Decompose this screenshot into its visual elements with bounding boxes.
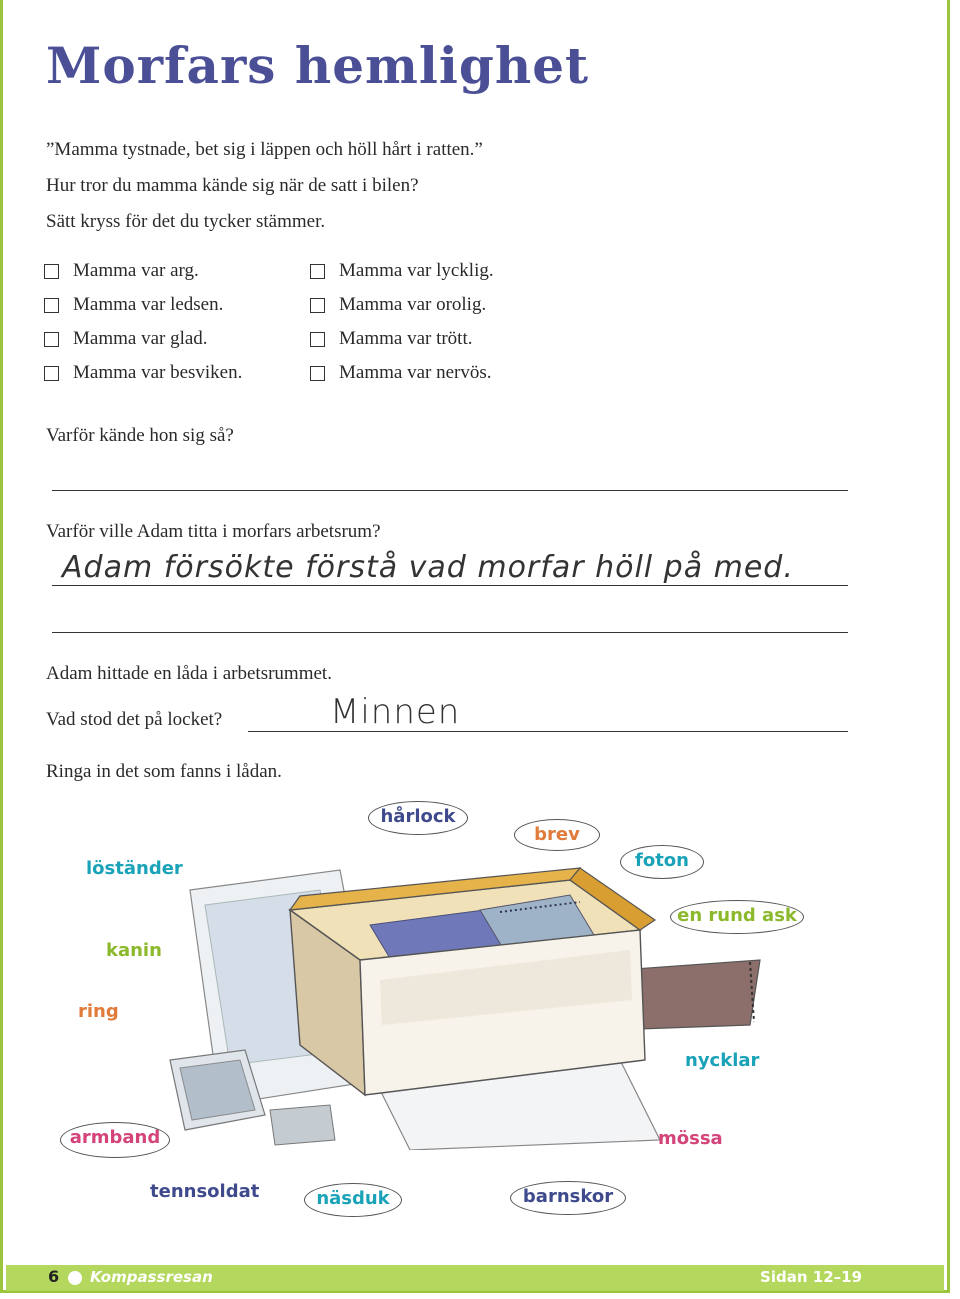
checkbox[interactable] <box>44 264 59 279</box>
word-armband[interactable]: armband <box>60 1122 170 1158</box>
checkbox-label: Mamma var ledsen. <box>73 294 224 315</box>
intro-question: Hur tror du mamma kände sig när de satt i bilen? <box>46 175 419 196</box>
checkbox[interactable] <box>44 298 59 313</box>
handwritten-answer-lid: Minnen <box>330 692 461 732</box>
answer-line[interactable] <box>52 632 848 633</box>
checkbox-item[interactable] <box>44 362 242 384</box>
footer-bar <box>6 1265 944 1291</box>
checkbox[interactable] <box>44 332 59 347</box>
word-nasduk[interactable]: näsduk <box>304 1183 402 1217</box>
checkbox[interactable] <box>310 366 325 381</box>
page-range: Sidan 12–19 <box>760 1268 862 1286</box>
checkbox-label: Mamma var nervös. <box>339 362 492 383</box>
word-loestander[interactable]: löständer <box>86 858 183 879</box>
checkbox[interactable] <box>310 298 325 313</box>
checkbox-label: Mamma var orolig. <box>339 294 487 315</box>
checkbox-label: Mamma var glad. <box>73 328 208 349</box>
checkbox-item[interactable] <box>44 294 223 316</box>
bullet-icon <box>68 1271 82 1285</box>
checkbox-item[interactable] <box>310 294 486 316</box>
question-lid: Vad stod det på locket? <box>46 709 223 730</box>
box-illustration <box>150 850 800 1150</box>
checkbox-label: Mamma var arg. <box>73 260 199 281</box>
checkbox-label: Mamma var besviken. <box>73 362 243 383</box>
word-rund-ask[interactable]: en rund ask <box>670 900 804 934</box>
checkbox[interactable] <box>310 264 325 279</box>
answer-line[interactable] <box>248 731 848 732</box>
word-ring[interactable]: ring <box>78 1001 119 1022</box>
checkbox[interactable] <box>44 366 59 381</box>
brand-name: Kompassresan <box>90 1268 213 1286</box>
box-found-text: Adam hittade en låda i arbetsrummet. <box>46 663 332 684</box>
word-mossa[interactable]: mössa <box>658 1128 723 1149</box>
word-foton[interactable]: foton <box>620 845 704 879</box>
answer-line[interactable] <box>52 585 848 586</box>
page-title: Morfars hemlighet <box>46 36 590 95</box>
checkbox-item[interactable] <box>310 260 494 282</box>
word-nycklar[interactable]: nycklar <box>685 1050 760 1071</box>
word-brev[interactable]: brev <box>514 819 600 851</box>
intro-quote: ”Mamma tystnade, bet sig i läppen och höll hårt i ratten.” <box>46 139 483 160</box>
handwritten-answer-study: Adam försökte förstå vad morfar höll på med. <box>62 550 794 585</box>
checkbox[interactable] <box>310 332 325 347</box>
intro-instruction: Sätt kryss för det du tycker stämmer. <box>46 211 326 232</box>
word-kanin[interactable]: kanin <box>106 940 162 961</box>
answer-line[interactable] <box>52 490 848 491</box>
checkbox-item[interactable] <box>310 362 491 384</box>
checkbox-item[interactable] <box>44 260 199 282</box>
word-tennsoldat[interactable]: tennsoldat <box>150 1181 260 1202</box>
checkbox-item[interactable] <box>310 328 473 350</box>
word-barnskor[interactable]: barnskor <box>510 1181 626 1215</box>
question-study: Varför ville Adam titta i morfars arbetsrum? <box>46 521 381 542</box>
circle-instruction: Ringa in det som fanns i lådan. <box>46 761 282 782</box>
checkbox-label: Mamma var lycklig. <box>339 260 494 281</box>
word-harlock[interactable]: hårlock <box>368 801 468 835</box>
checkbox-label: Mamma var trött. <box>339 328 473 349</box>
page-number: 6 <box>48 1267 60 1286</box>
checkbox-item[interactable] <box>44 328 208 350</box>
question-why: Varför kände hon sig så? <box>46 425 234 446</box>
